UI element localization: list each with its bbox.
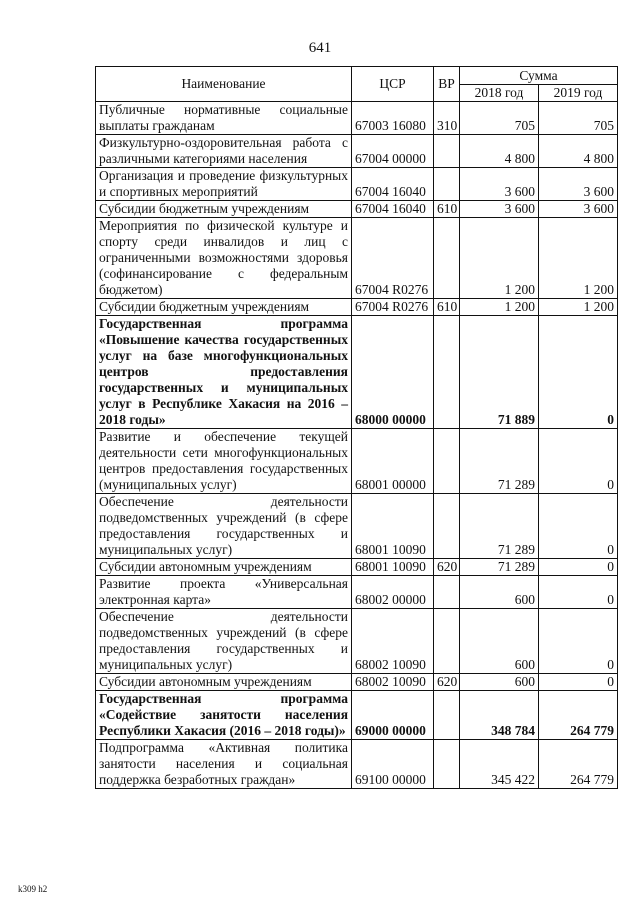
- row-name: Государственная программа «Повышение качества государственных услуг на базе многофункциональных центров предоставления государственных и муниципальных услуг в Республике Хакасия на 2016 – 2018 годы»: [96, 316, 352, 429]
- row-vr: 610: [434, 201, 460, 218]
- row-csr: 68001 10090: [352, 494, 434, 559]
- table-row: [96, 740, 618, 789]
- page-number: 641: [308, 40, 332, 56]
- header-sum: Сумма: [460, 67, 618, 85]
- row-name: Обеспечение деятельности подведомственных учреждений (в сфере предоставления государственных и муниципальных услуг): [96, 494, 352, 559]
- row-amount-2019: 0: [539, 559, 618, 576]
- row-vr: [434, 316, 460, 429]
- row-amount-2018: 71 289: [460, 494, 539, 559]
- row-amount-2018: 71 289: [460, 559, 539, 576]
- row-csr: 67004 00000: [352, 135, 434, 168]
- row-amount-2018: 345 422: [460, 740, 539, 789]
- row-name: Субсидии бюджетным учреждениям: [96, 299, 352, 316]
- table-body: [96, 102, 618, 789]
- row-vr: [434, 168, 460, 201]
- table-row: [96, 674, 618, 691]
- row-csr: 68001 10090: [352, 559, 434, 576]
- row-csr: 67004 16040: [352, 168, 434, 201]
- row-name: Развитие и обеспечение текущей деятельности сети многофункциональных центров предоставления государственных (муниципальных услуг): [96, 429, 352, 494]
- table-row: [96, 429, 618, 494]
- row-amount-2018: 3 600: [460, 168, 539, 201]
- row-amount-2018: 600: [460, 674, 539, 691]
- row-amount-2019: 4 800: [539, 135, 618, 168]
- row-vr: [434, 494, 460, 559]
- row-name: Субсидии бюджетным учреждениям: [96, 201, 352, 218]
- row-csr: 68002 10090: [352, 674, 434, 691]
- row-amount-2019: 3 600: [539, 168, 618, 201]
- row-amount-2018: 348 784: [460, 691, 539, 740]
- row-vr: 610: [434, 299, 460, 316]
- row-csr: 67004 16040: [352, 201, 434, 218]
- table-row: [96, 494, 618, 559]
- row-name: Субсидии автономным учреждениям: [96, 674, 352, 691]
- row-name: Физкультурно-оздоровительная работа с различными категориями населения: [96, 135, 352, 168]
- row-name: Государственная программа «Содействие занятости населения Республики Хакасия (2016 – 2018 годы)»: [96, 691, 352, 740]
- row-name: Субсидии автономным учреждениям: [96, 559, 352, 576]
- row-csr: 68002 00000: [352, 576, 434, 609]
- budget-table: [95, 66, 618, 789]
- row-name: Организация и проведение физкультурных и спортивных мероприятий: [96, 168, 352, 201]
- header-csr: ЦСР: [352, 67, 434, 102]
- table-row: [96, 218, 618, 299]
- table-row: [96, 559, 618, 576]
- row-csr: 67004 R0276: [352, 299, 434, 316]
- table-row: [96, 691, 618, 740]
- row-amount-2019: 0: [539, 609, 618, 674]
- header-name: Наименование: [96, 67, 352, 102]
- row-vr: [434, 609, 460, 674]
- row-vr: [434, 218, 460, 299]
- row-csr: 68000 00000: [352, 316, 434, 429]
- row-vr: [434, 691, 460, 740]
- row-name: Подпрограмма «Активная политика занятости населения и социальная поддержка безработных граждан»: [96, 740, 352, 789]
- row-amount-2019: 264 779: [539, 740, 618, 789]
- row-amount-2019: 0: [539, 576, 618, 609]
- row-csr: 68002 10090: [352, 609, 434, 674]
- row-amount-2019: 0: [539, 674, 618, 691]
- row-name: Мероприятия по физической культуре и спорту среди инвалидов и лиц с ограниченными возможностями здоровья (софинансирование с федеральным бюджетом): [96, 218, 352, 299]
- row-amount-2018: 705: [460, 102, 539, 135]
- row-amount-2018: 600: [460, 576, 539, 609]
- table-row: [96, 102, 618, 135]
- row-amount-2018: 3 600: [460, 201, 539, 218]
- row-csr: 67003 16080: [352, 102, 434, 135]
- row-amount-2019: 0: [539, 316, 618, 429]
- row-amount-2018: 4 800: [460, 135, 539, 168]
- row-vr: [434, 576, 460, 609]
- row-amount-2018: 71 889: [460, 316, 539, 429]
- row-name: Публичные нормативные социальные выплаты гражданам: [96, 102, 352, 135]
- row-csr: 69000 00000: [352, 691, 434, 740]
- row-vr: [434, 429, 460, 494]
- row-csr: 67004 R0276: [352, 218, 434, 299]
- row-csr: 68001 00000: [352, 429, 434, 494]
- table-row: [96, 135, 618, 168]
- footer-code: k309 h2: [18, 884, 48, 894]
- row-vr: [434, 135, 460, 168]
- row-amount-2019: 1 200: [539, 299, 618, 316]
- row-vr: 620: [434, 674, 460, 691]
- row-csr: 69100 00000: [352, 740, 434, 789]
- table-row: [96, 168, 618, 201]
- table-row: [96, 576, 618, 609]
- header-year-2019: 2019 год: [539, 85, 618, 102]
- row-amount-2019: 3 600: [539, 201, 618, 218]
- row-amount-2019: 705: [539, 102, 618, 135]
- row-name: Обеспечение деятельности подведомственных учреждений (в сфере предоставления государственных и муниципальных услуг): [96, 609, 352, 674]
- row-vr: [434, 740, 460, 789]
- row-amount-2019: 0: [539, 429, 618, 494]
- row-amount-2018: 600: [460, 609, 539, 674]
- table-header: [96, 67, 618, 102]
- row-name: Развитие проекта «Универсальная электронная карта»: [96, 576, 352, 609]
- header-vr: ВР: [434, 67, 460, 102]
- row-amount-2019: 1 200: [539, 218, 618, 299]
- row-amount-2018: 71 289: [460, 429, 539, 494]
- row-amount-2018: 1 200: [460, 218, 539, 299]
- row-vr: 310: [434, 102, 460, 135]
- table-row: [96, 201, 618, 218]
- row-amount-2018: 1 200: [460, 299, 539, 316]
- row-vr: 620: [434, 559, 460, 576]
- row-amount-2019: 0: [539, 494, 618, 559]
- row-amount-2019: 264 779: [539, 691, 618, 740]
- table-row: [96, 609, 618, 674]
- table-row: [96, 299, 618, 316]
- table-row: [96, 316, 618, 429]
- header-year-2018: 2018 год: [460, 85, 539, 102]
